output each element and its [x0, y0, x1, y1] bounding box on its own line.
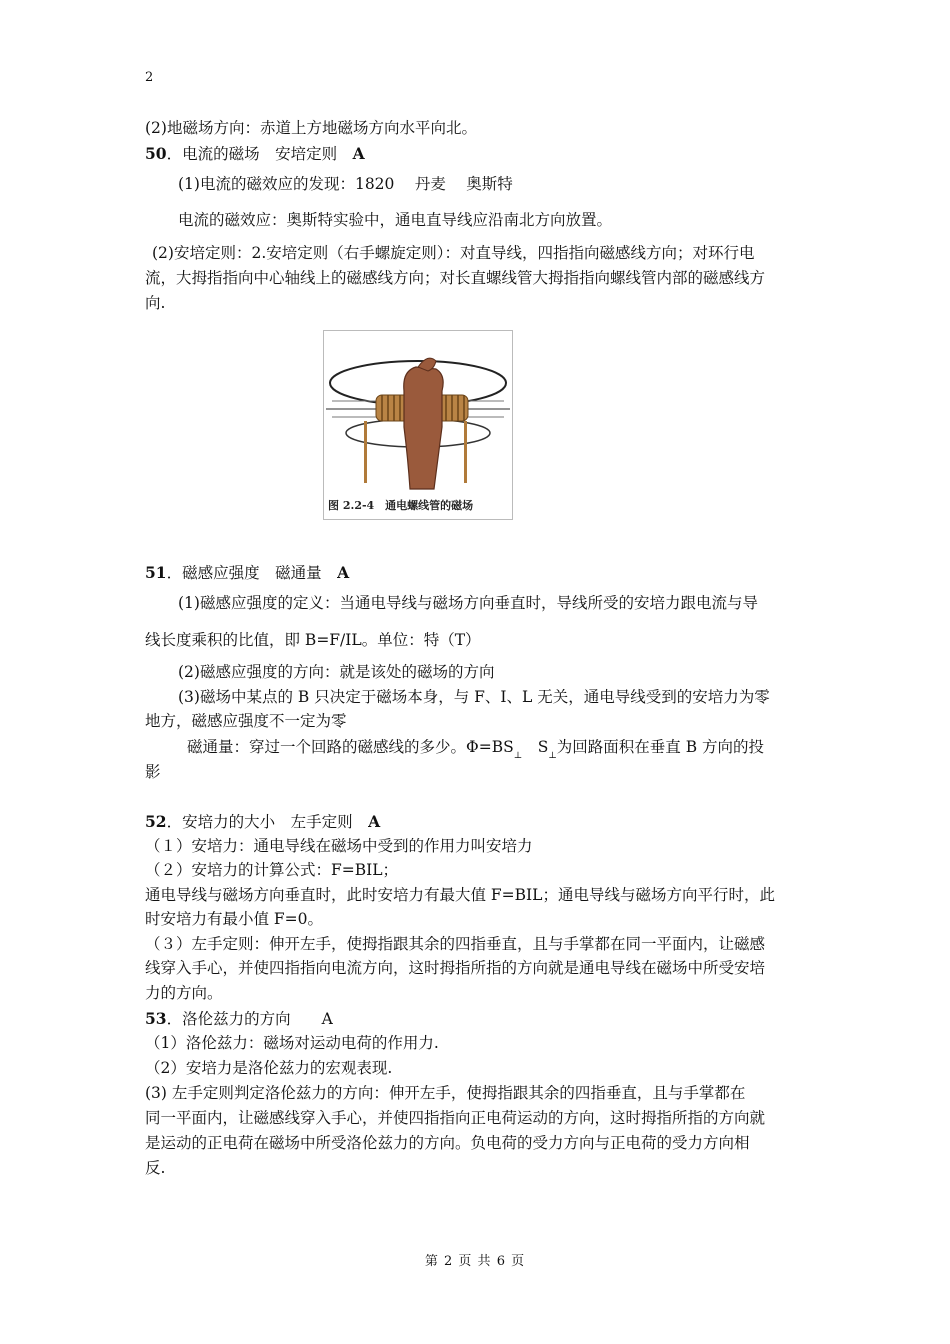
text-line: (1)磁感应强度的定义：当通电导线与磁场方向垂直时，导线所受的安培力跟电流与导 — [178, 594, 758, 612]
text-line: （２）安培力的计算公式：F=BIL； — [145, 861, 399, 879]
text-line: 电流的磁效应：奥斯特实验中，通电直导线应沿南北方向放置。 — [178, 211, 613, 229]
text-line: 力的方向。 — [145, 984, 223, 1002]
text-line: (3) 左手定则判定洛伦兹力的方向：伸开左手，使拇指跟其余的四指垂直，且与手掌都在 — [145, 1084, 746, 1102]
text-line: (2)磁感应强度的方向：就是该处的磁场的方向 — [178, 663, 495, 681]
text-line: (2)安培定则：2.安培定则（右手螺旋定则）：对直导线，四指指向磁感线方向；对环行电 — [152, 244, 755, 262]
text-line: （１）安培力：通电导线在磁场中受到的作用力叫安培力 — [145, 837, 533, 855]
text-line: 地方，磁感应强度不一定为零 — [145, 712, 347, 730]
text-line: （３）左手定则：伸开左手，使拇指跟其余的四指垂直，且与手掌都在同一平面内，让磁感 — [145, 935, 766, 953]
text-line: 反. — [145, 1159, 166, 1177]
figure-caption: 图 2.2-4 通电螺线管的磁场 — [328, 499, 474, 512]
text-line: (2)地磁场方向：赤道上方地磁场方向水平向北。 — [145, 119, 477, 137]
text-line: (3)磁场中某点的 B 只决定于磁场本身，与 F、I、L 无关，通电导线受到的安培力为零 — [178, 688, 770, 706]
flux-formula-line: 磁通量：穿过一个回路的磁感线的多少。$\Phi=BS_\perp$ $S_\perp$为回路面积在垂直 B 方向的投 — [187, 738, 765, 761]
text-line: 流，大拇指指向中心轴线上的磁感线方向；对长直螺线管大拇指指向螺线管内部的磁感线方 — [145, 269, 766, 287]
page-number: 2 — [145, 70, 154, 85]
section-heading-53: 53．洛伦兹力的方向 A — [145, 1009, 333, 1028]
text-line: 线穿入手心，并使四指指向电流方向，这时拇指所指的方向就是通电导线在磁场中所受安培 — [145, 959, 766, 977]
page-footer: 第 2 页 共 6 页 — [424, 1254, 526, 1269]
text-line: 线长度乘积的比值，即 B=F/IL。单位：特（T） — [145, 631, 481, 649]
text-line: 时安培力有最小值 F=0。 — [145, 910, 324, 928]
text-line: 是运动的正电荷在磁场中所受洛伦兹力的方向。负电荷的受力方向与正电荷的受力方向相 — [145, 1134, 750, 1152]
text-line: 向. — [145, 294, 166, 312]
section-heading-51: 51．磁感应强度 磁通量 A — [145, 563, 350, 582]
text-line: 影 — [145, 763, 161, 781]
text-line: （2）安培力是洛伦兹力的宏观表现. — [145, 1059, 393, 1077]
text-line: (1)电流的磁效应的发现：1820 丹麦 奥斯特 — [178, 175, 513, 193]
text-line: （1）洛伦兹力：磁场对运动电荷的作用力. — [145, 1034, 439, 1052]
text-line: 通电导线与磁场方向垂直时，此时安培力有最大值 F=BIL；通电导线与磁场方向平行时，此 — [145, 886, 775, 904]
section-heading-52: 52．安培力的大小 左手定则 A — [145, 812, 381, 831]
solenoid-hand-illustration — [324, 331, 512, 491]
text-line: 同一平面内，让磁感线穿入手心，并使四指指向正电荷运动的方向，这时拇指所指的方向就 — [145, 1109, 766, 1127]
section-heading-50: 50．电流的磁场 安培定则 A — [145, 144, 365, 163]
solenoid-figure — [323, 330, 513, 520]
